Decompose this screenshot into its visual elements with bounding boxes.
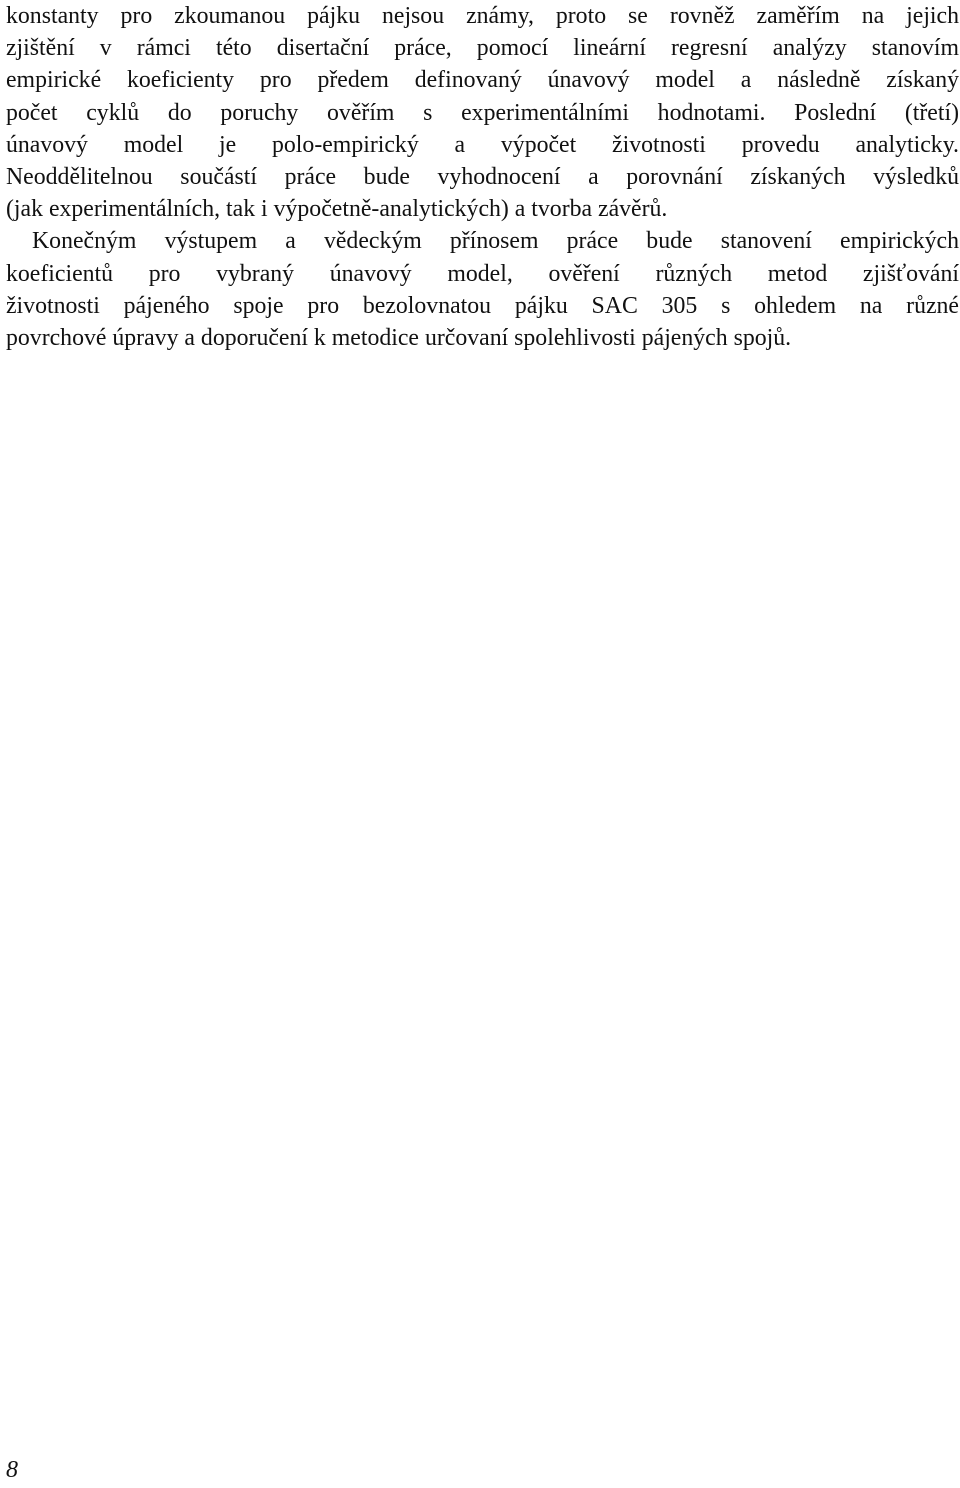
text-line: Konečným výstupem a vědeckým přínosem práce bude stanovení empirických (32, 228, 959, 255)
text-line: konstanty pro zkoumanou pájku nejsou známy, proto se rovněž zaměřím na jejich (6, 3, 959, 29)
page-number: 8 (6, 1457, 18, 1483)
text-line: empirické koeficienty pro předem definovaný únavový model a následně získaný (6, 67, 959, 94)
text-line: únavový model je polo-empirický a výpočet životnosti provedu analyticky. (6, 131, 959, 158)
text-line: počet cyklů do poruchy ověřím s experimentálními hodnotami. Poslední (třetí) (6, 99, 959, 126)
text-line: (jak experimentálních, tak i výpočetně-analytických) a tvorba závěrů. (6, 196, 668, 223)
text-line: koeficientů pro vybraný únavový model, ověření různých metod zjišťování (6, 260, 959, 287)
text-line: zjištění v rámci této disertační práce, pomocí lineární regresní analýzy stanovím (6, 35, 959, 62)
body-text (6, 0, 959, 354)
text-line: Neoddělitelnou součástí práce bude vyhodnocení a porovnání získaných výsledků (6, 163, 959, 190)
text-line: povrchové úpravy a doporučení k metodice určovaní spolehlivosti pájených spojů. (6, 324, 792, 351)
text-line: životnosti pájeného spoje pro bezolovnatou pájku SAC 305 s ohledem na různé (6, 292, 959, 319)
